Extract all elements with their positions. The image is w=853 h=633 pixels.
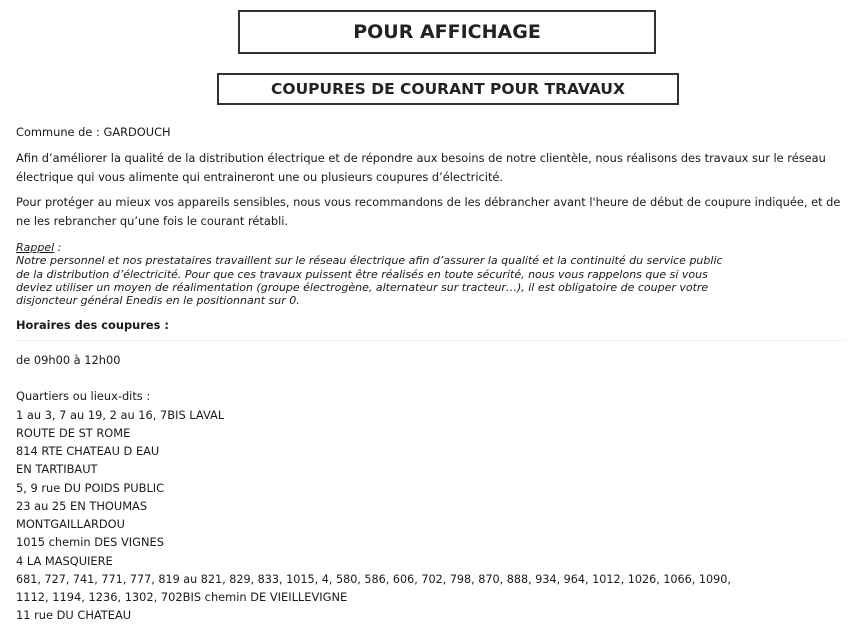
- horaires-value: de 09h00 à 12h00: [16, 353, 121, 367]
- rappel-line: deviez utiliser un moyen de réalimentation (groupe électrogène, alternateur sur tracteur…), il est obligatoire de couper votre: [16, 280, 709, 294]
- rappel-label: Rappel: [16, 241, 55, 254]
- commune-line: Commune de : GARDOUCH: [16, 125, 171, 139]
- notice-subtitle-box: [217, 73, 679, 105]
- quartier-item: 23 au 25 EN THOUMAS: [16, 499, 148, 513]
- quartier-item: 1112, 1194, 1236, 1302, 702BIS chemin DE VIEILLEVIGNE: [16, 590, 348, 604]
- advice-paragraph: Pour protéger au mieux vos appareils sensibles, nous vous recommandons de les débrancher avant l'heure de début de coupure indiquée, et de ne les rebrancher qu’une fois le courant rétabli.: [16, 195, 841, 228]
- quartier-item: EN TARTIBAUT: [16, 462, 98, 476]
- quartier-item: 681, 727, 741, 771, 777, 819 au 821, 829, 833, 1015, 4, 580, 586, 606, 702, 798, 870, 888, 934, 964, 1012, 1026, 1066, 1090,: [16, 573, 731, 586]
- rappel-line: de la distribution d’électricité. Pour que ces travaux puissent être réalisés en toute sécurité, nous vous rappelons que si vous: [16, 267, 708, 281]
- notice-title-box: [238, 10, 656, 54]
- notice-title: POUR AFFICHAGE: [353, 21, 541, 43]
- divider: [16, 340, 846, 341]
- rappel-block: [16, 241, 846, 307]
- quartier-item: 1 au 3, 7 au 19, 2 au 16, 7BIS LAVAL: [16, 408, 225, 422]
- quartier-item: 814 RTE CHATEAU D EAU: [16, 444, 160, 458]
- quartiers-label: Quartiers ou lieux-dits :: [16, 389, 151, 403]
- horaires-label: Horaires des coupures :: [16, 318, 169, 332]
- quartier-item: MONTGAILLARDOU: [16, 517, 125, 531]
- quartier-item: ROUTE DE ST ROME: [16, 426, 131, 440]
- intro-paragraph: Afin d’améliorer la qualité de la distribution électrique et de répondre aux besoins de notre clientèle, nous réalisons des travaux sur le réseau électrique qui vous alimente qui entraineront une ou plusieurs coupures d’électricité.: [16, 151, 826, 184]
- quartier-item: 11 rue DU CHATEAU: [16, 608, 132, 622]
- quartier-item: 1015 chemin DES VIGNES: [16, 535, 164, 549]
- rappel-line: Notre personnel et nos prestataires travaillent sur le réseau électrique afin d’assurer la qualité et la continuité du service public: [16, 254, 723, 268]
- quartier-item: 5, 9 rue DU POIDS PUBLIC: [16, 481, 165, 495]
- rappel-line: disjoncteur général Enedis en le positionnant sur 0.: [16, 294, 300, 308]
- quartier-item: 4 LA MASQUIERE: [16, 554, 113, 568]
- rappel-colon: :: [54, 241, 62, 254]
- notice-subtitle: COUPURES DE COURANT POUR TRAVAUX: [271, 80, 625, 98]
